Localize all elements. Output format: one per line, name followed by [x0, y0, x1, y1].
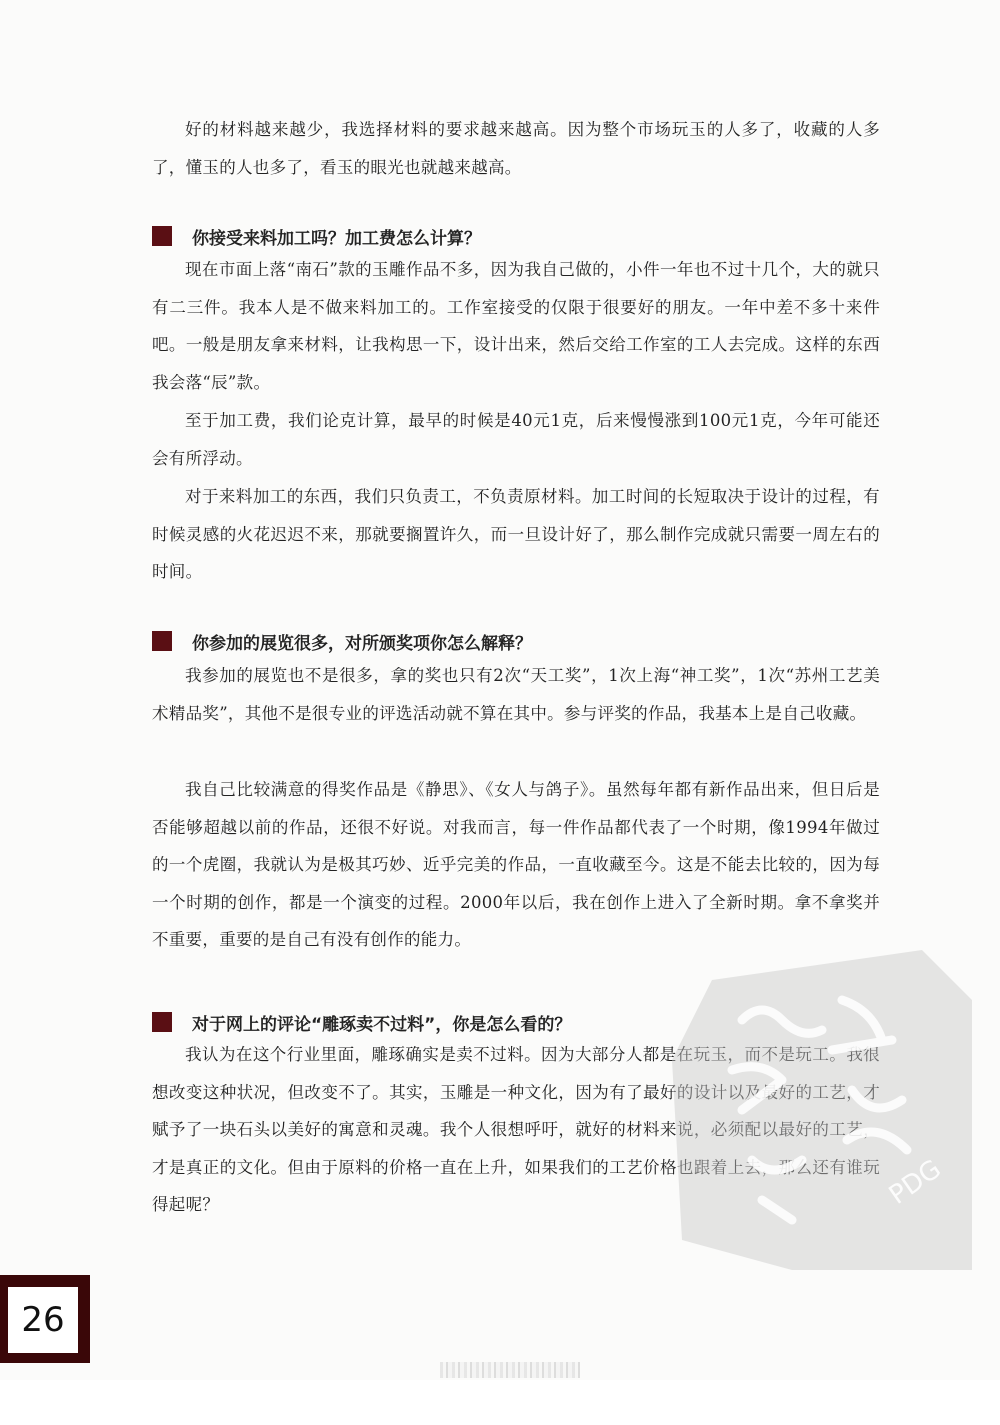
watermark-pdg-text: PDG: [883, 1154, 947, 1211]
page-bottom-margin: [0, 1380, 1000, 1425]
paragraph-processing-3: 对于来料加工的东西，我们只负责工，不负责原材料。加工时间的长短取决于设计的过程，有时候灵感的火花迟迟不来，那就要搁置许久，而一旦设计好了，那么制作完成就只需要一周左右的时间。: [152, 487, 880, 582]
heading-text: 对于网上的评论“雕琢卖不过料”，你是怎么看的？: [192, 1014, 572, 1035]
section-heading-processing: [152, 223, 892, 249]
section-heading-awards: [152, 628, 892, 654]
heading-square-icon: [152, 631, 172, 651]
page-number-frame: [0, 1275, 90, 1363]
heading-square-icon: [152, 1012, 172, 1032]
paragraph-awards-1: 我参加的展览也不是很多，拿的奖也只有2次“天工奖”，1次上海“神工奖”，1次“苏州工艺美术精品奖”，其他不是很专业的评选活动就不算在其中。参与评奖的作品，我基本上是自己收藏。: [152, 666, 880, 723]
paragraph-intro: 好的材料越来越少，我选择材料的要求越来越高。因为整个市场玩玉的人多了，收藏的人多了，懂玉的人也多了，看玉的眼光也就越来越高。: [152, 120, 880, 177]
heading-text: 你接受来料加工吗？加工费怎么计算？: [192, 228, 481, 249]
paragraph-comments: 我认为在这个行业里面，雕琢确实是卖不过料。因为大部分人都是在玩玉，而不是玩工。我很想改变这种状况，但改变不了。其实，玉雕是一种文化，因为有了最好的设计以及最好的工艺，才赋予了一块石头以美好的寓意和灵魂。我个人很想呼吁，就好的材料来说，必须配以最好的工艺，才是真正的文化。但由于原料的价格一直在上升，如果我们的工艺价格也跟着上去，那么还有谁玩得起呢？: [152, 1045, 880, 1215]
paragraph-processing-2: 至于加工费，我们论克计算，最早的时候是40元1克，后来慢慢涨到100元1克，今年可能还会有所浮动。: [152, 411, 880, 468]
paragraph-awards-2: 我自己比较满意的得奖作品是《静思》、《女人与鸽子》。虽然每年都有新作品出来，但日后是否能够超越以前的作品，还很不好说。对我而言，每一件作品都代表了一个时期，像1994年做过的一个虎圈，我就认为是极其巧妙、近乎完美的作品，一直收藏至今。这是不能去比较的，因为每一个时期的创作，都是一个演变的过程。2000年以后，我在创作上进入了全新时期。拿不拿奖并不重要，重要的是自己有没有创作的能力。: [152, 780, 880, 950]
watermark-seal: [672, 940, 972, 1270]
heading-text: 你参加的展览很多，对所颁奖项你怎么解释？: [192, 633, 532, 654]
paragraph-processing-1: 现在市面上落“南石”款的玉雕作品不多，因为我自己做的，小件一年也不过十几个，大的就只有二三件。我本人是不做来料加工的。工作室接受的仅限于很要好的朋友。一年中差不多十来件吧。一般是朋友拿来材料，让我构思一下，设计出来，然后交给工作室的工人去完成。这样的东西我会落“辰”款。: [152, 260, 880, 392]
page-number: 26: [8, 1287, 78, 1353]
scan-artifact: [440, 1362, 580, 1378]
heading-square-icon: [152, 226, 172, 246]
